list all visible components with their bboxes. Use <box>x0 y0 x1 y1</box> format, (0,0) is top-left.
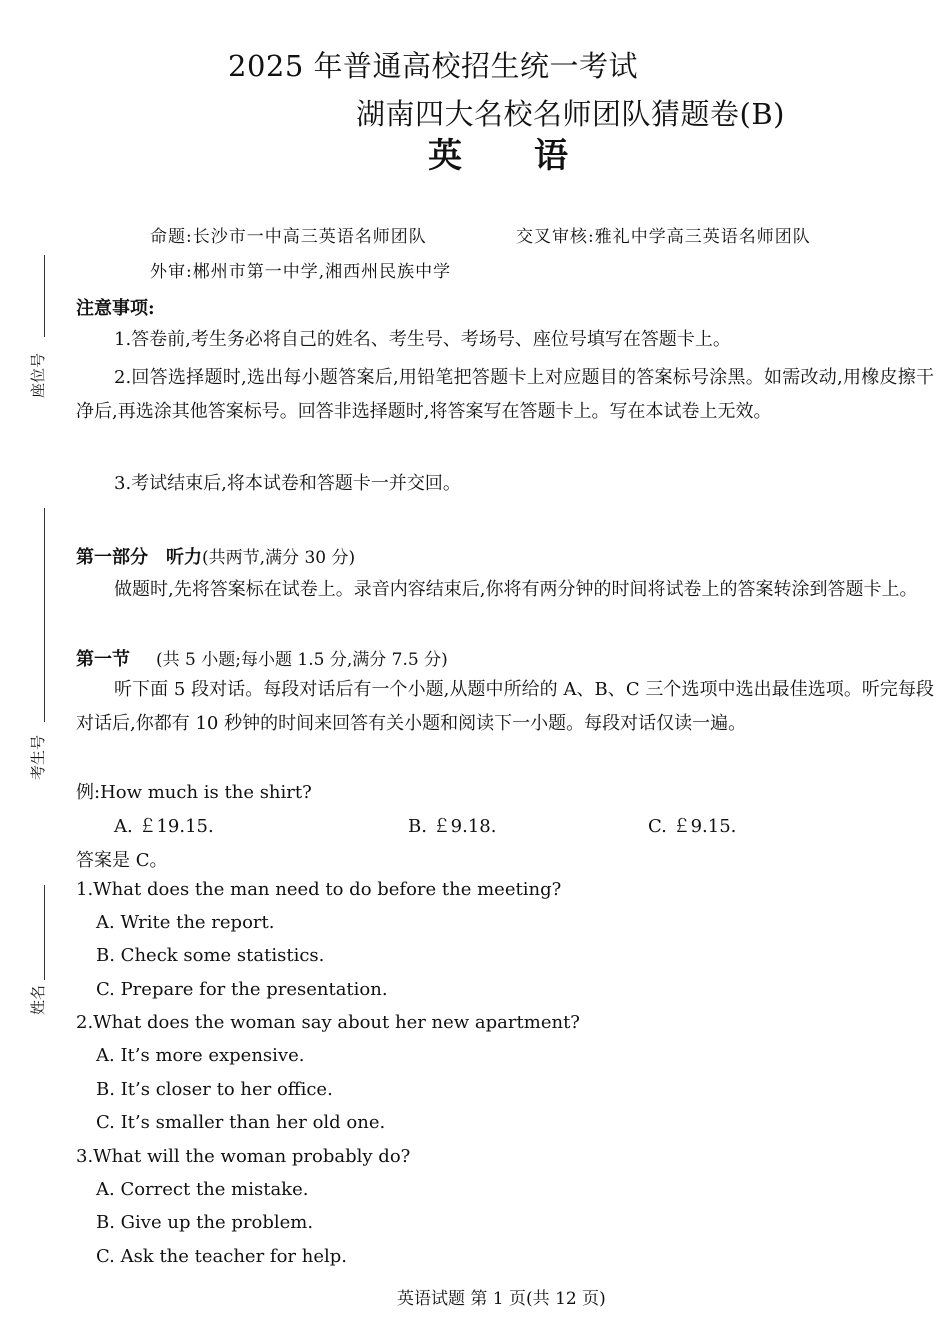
question-1-option-c: C. Prepare for the presentation. <box>96 979 388 1000</box>
question-2: 2.What does the woman say about her new apartment? <box>76 1012 580 1033</box>
question-3-option-a: A. Correct the mistake. <box>96 1179 309 1200</box>
notice-item-2: 2.回答选择题时,选出每小题答案后,用铅笔把答题卡上对应题目的答案标号涂黑。如需改动,用橡皮擦干净后,再选涂其他答案标号。回答非选择题时,将答案写在答题卡上。写在本试卷上无效。 <box>76 367 934 422</box>
example-option-b: B. ￡9.18. <box>408 816 497 837</box>
exam-subtitle: 湖南四大名校名师团队猜题卷(B) <box>356 97 785 131</box>
section1-title-text: 第一节 <box>76 649 130 670</box>
subject-char-1: 英 <box>428 136 464 176</box>
subject-title <box>428 128 570 177</box>
credit-author: 命题:长沙市一中高三英语名师团队 <box>150 227 427 247</box>
question-2-option-a: A. It’s more expensive. <box>96 1045 305 1066</box>
section1-intro: 听下面 5 段对话。每段对话后有一个小题,从题中所给的 A、B、C 三个选项中选出最佳选项。听完每段对话后,你都有 10 秒钟的时间来回答有关小题和阅读下一小题。每段对话仅读一遍。 <box>76 679 934 734</box>
question-2-option-b: B. It’s closer to her office. <box>96 1079 333 1100</box>
part1-title-note: (共两节,满分 30 分) <box>202 548 356 568</box>
credit-external: 外审:郴州市第一中学,湘西州民族中学 <box>150 262 452 282</box>
example-option-a: A. ￡19.15. <box>114 816 214 837</box>
question-3-option-b: B. Give up the problem. <box>96 1212 314 1233</box>
name-label: 姓名 <box>29 984 47 1015</box>
exam-number-rule <box>44 508 45 722</box>
part1-title-text: 第一部分 听力 <box>76 547 202 568</box>
example-option-c: C. ￡9.15. <box>648 816 737 837</box>
notice-item-1: 1.答卷前,考生务必将自己的姓名、考生号、考场号、座位号填写在答题卡上。 <box>114 329 731 350</box>
credit-reviewer: 交叉审核:雅礼中学高三英语名师团队 <box>516 227 811 247</box>
question-1-option-b: B. Check some statistics. <box>96 945 325 966</box>
section1-title <box>76 645 448 671</box>
exam-number-label: 考生号 <box>29 734 47 780</box>
notice-item-3: 3.考试结束后,将本试卷和答题卡一并交回。 <box>114 473 461 494</box>
question-1-option-a: A. Write the report. <box>96 912 275 933</box>
exam-title: 2025 年普通高校招生统一考试 <box>228 49 639 83</box>
notice-title: 注意事项: <box>76 298 155 319</box>
seat-number-label: 座位号 <box>29 352 47 398</box>
page-footer: 英语试题 第 1 页(共 12 页) <box>397 1289 606 1309</box>
part1-intro: 做题时,先将答案标在试卷上。录音内容结束后,你将有两分钟的时间将试卷上的答案转涂到答题卡上。 <box>114 579 918 600</box>
example-question: 例:How much is the shirt? <box>76 782 312 803</box>
subject-char-2: 语 <box>534 136 570 176</box>
question-3: 3.What will the woman probably do? <box>76 1146 411 1167</box>
section1-note: (共 5 小题;每小题 1.5 分,满分 7.5 分) <box>156 650 448 670</box>
name-rule <box>44 885 45 980</box>
example-answer: 答案是 C。 <box>76 850 168 871</box>
question-3-option-c: C. Ask the teacher for help. <box>96 1246 347 1267</box>
seat-number-rule <box>44 255 45 337</box>
part1-title <box>76 543 355 569</box>
question-1: 1.What does the man need to do before the meeting? <box>76 879 562 900</box>
question-2-option-c: C. It’s smaller than her old one. <box>96 1112 386 1133</box>
